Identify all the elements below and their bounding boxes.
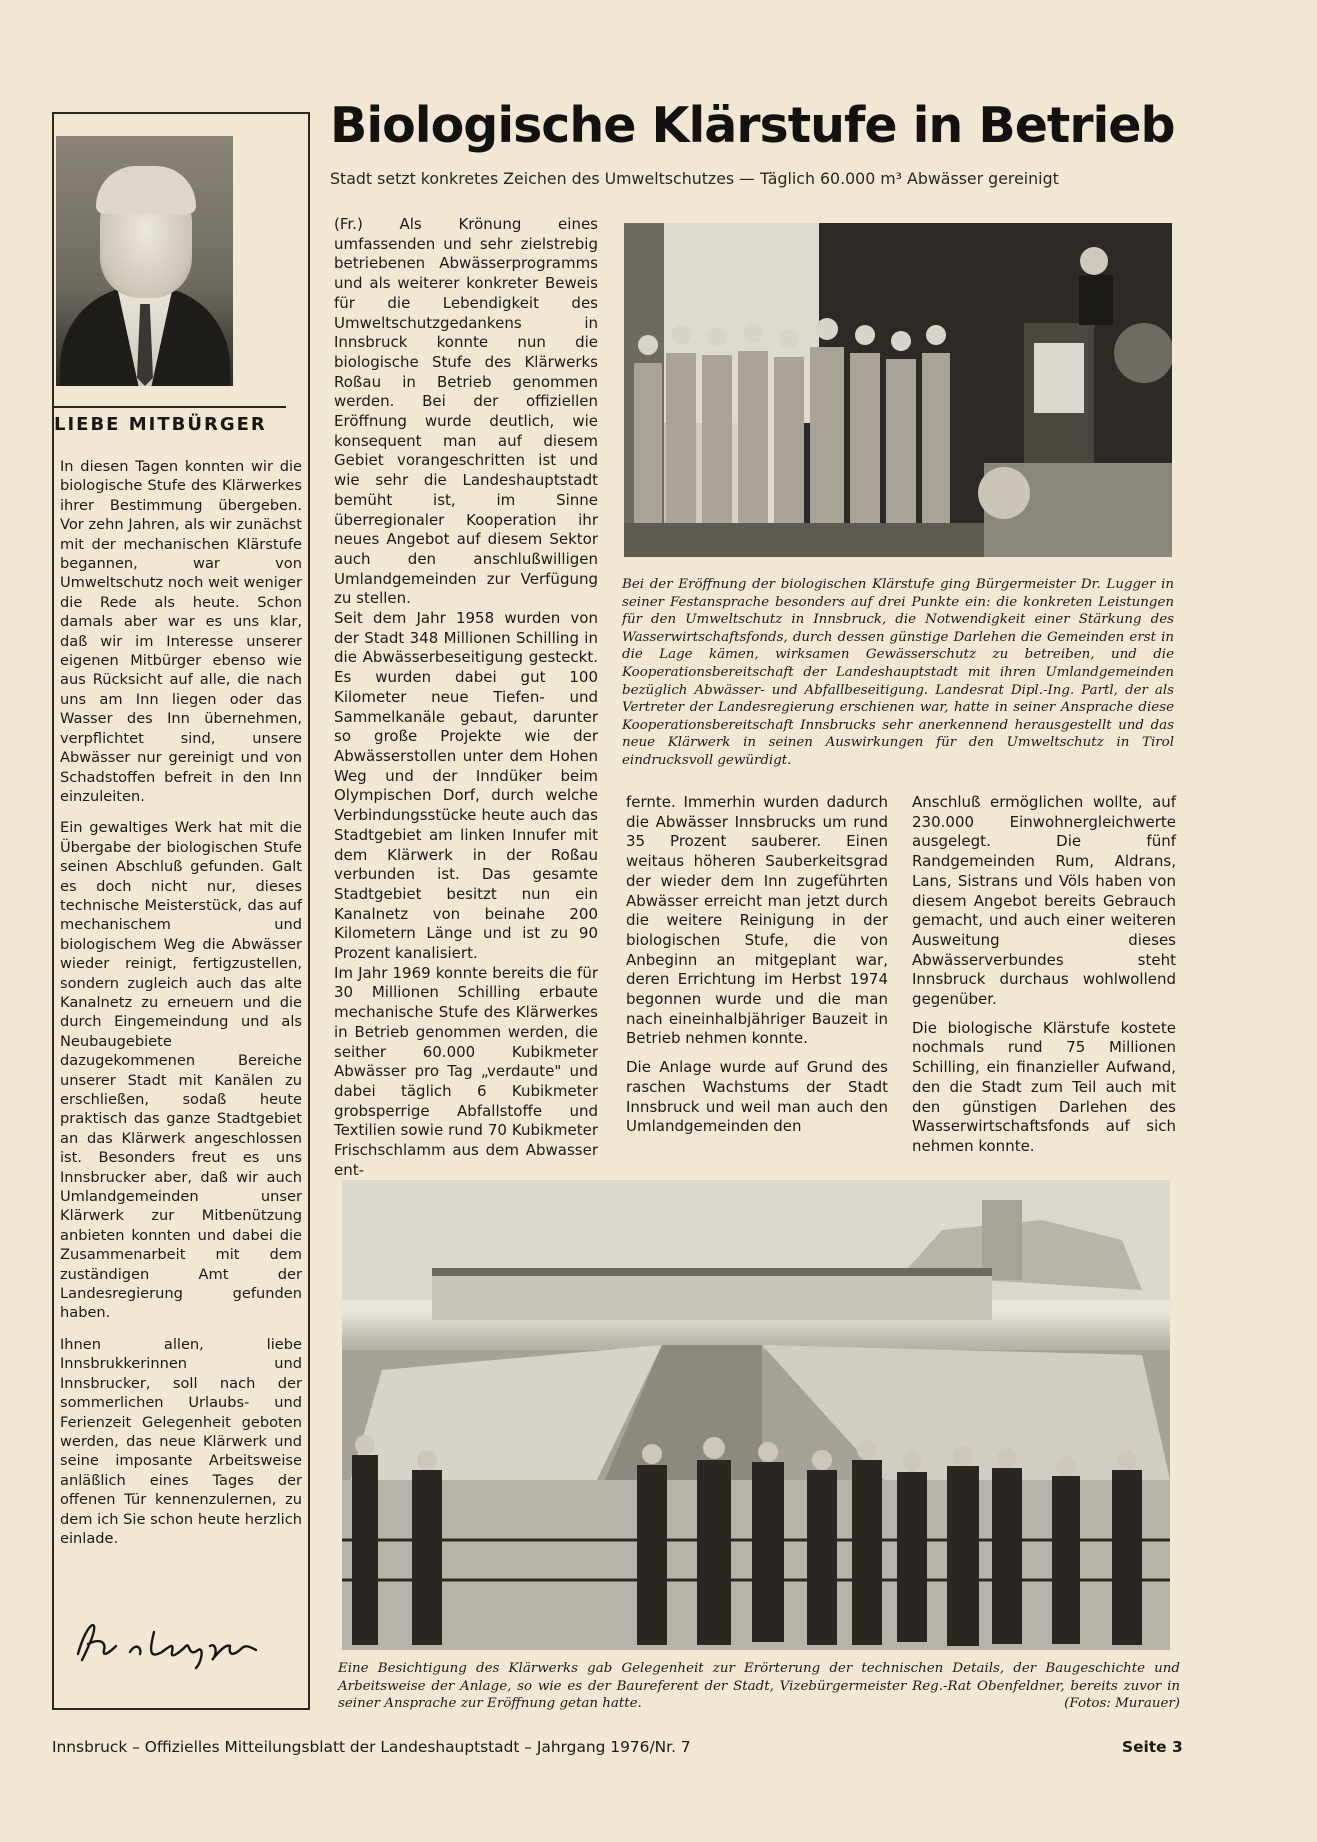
article-paragraph: Die Anlage wurde auf Grund des raschen Wachstums der Stadt Innsbruck und weil man auch den Umlandgemeinden den [626, 1058, 888, 1136]
handwritten-signature [70, 1602, 270, 1672]
opening-ceremony-photo [624, 223, 1172, 557]
article-paragraph: fernte. Immerhin wurden dadurch die Abwässer Innsbrucks um rund 35 Prozent sauberer. Einen weitaus höheren Sauberkeitsgrad der wieder dem Inn zugeführten Abwässer erreicht man jetzt durch die weitere Reinigung in der biologischen Stufe, die von Anbeginn an mitgeplant war, deren Errichtung im Herbst 1974 begonnen wurde und die man nach eineinhalbjähriger Bauzeit in Betrieb nehmen konnte. [626, 793, 888, 1048]
photo-credit: (Fotos: Murauer) [1064, 1696, 1180, 1712]
article-title: Biologische Klärstufe in Betrieb [330, 97, 1175, 154]
caption-text: Eine Besichtigung des Klärwerks gab Gelegenheit zur Erörterung der technischen Details, der Baugeschichte und Arbeitsweise der Anlage, so wie es der Baureferent der Stadt, Vizebürgermeister Reg.-Rat Obenfeldner, bereits zuvor in seiner Ansprache zur Eröffnung getan hatte. [338, 1661, 1180, 1712]
letter-paragraph: Ihnen allen, liebe Innsbrukkerinnen und Innsbrucker, soll nach der sommerlichen Urlaubs- und Ferienzeit Gelegenheit geboten werden, das neue Klärwerk und seine imposante Arbeitsweise anläßlich eines Tages der offenen Tür kennenzulernen, zu dem ich Sie schon heute herzlich einlade. [60, 1335, 302, 1547]
photo-caption-1: Bei der Eröffnung der biologischen Klärstufe ging Bürgermeister Dr. Lugger in seiner Festansprache besonders auf drei Punkte ein: die konkreten Leistungen für den Umweltschutz in Innsbruck, die Notwendigkeit einer Stärkung des Wasserwirtschaftsfonds, durch dessen günstige Darlehen die Gemeinden erst in die Lage kämen, wirksamen Gewässerschutz zu betreiben, und die Kooperationsbereitschaft der Landeshauptstadt mit ihren Umlandgemeinden bezüglich Abwässer- und Abfallbeseitigung. Landesrat Dipl.-Ing. Partl, der als Vertreter der Landesregierung erschienen war, hatte in seiner Ansprache diese Kooperationsbereitschaft Innsbrucks sehr anerkennend herausgestellt und das neue Klärwerk in seinen Auswirkungen für den Umweltschutz in Tirol eindrucksvoll gewürdigt. [622, 577, 1174, 768]
mayor-portrait-photo [56, 136, 233, 386]
page-number: Seite 3 [1122, 1738, 1183, 1756]
letter-paragraph: Ein gewaltiges Werk hat mit die Übergabe der biologischen Stufe seinen Abschluß gefunden. Galt es doch nicht nur, dieses technische Meisterstück, das auf mechanischem und biologischem Weg die Abwässer wieder reinigt, fertigzustellen, sondern zugleich auch das alte Kanalnetz zu erneuern und die durch Eingemeindung und als Neubaugebiete dazugekommenen Bereiche unserer Stadt mit Kanälen zu erschließen, sodaß heute praktisch das ganze Stadtgebiet an das Klärwerk angeschlossen ist. Besonders freut es uns Innsbrucker aber, daß wir auch Umlandgemeinden unser Klärwerk zur Mitbenützung anbieten konnten und dabei die Zusammenarbeit mit dem zuständigen Amt der Landesregierung gefunden haben. [60, 819, 302, 1322]
mayor-letter-box [52, 112, 310, 1710]
letter-heading: LIEBE MITBÜRGER [54, 406, 286, 435]
treatment-plant-tour-photo [342, 1180, 1170, 1650]
article-paragraph: Seit dem Jahr 1958 wurden von der Stadt 348 Millionen Schilling in die Abwässerbeseitigung gesteckt. Es wurden dabei gut 100 Kilometer neue Tiefen- und Sammelkanäle gebaut, darunter so große Projekte wie der Abwässerstollen unter dem Hohen Weg und der Inndüker beim Olympischen Dorf, durch welche Verbindungsstücke heute auch das Stadtgebiet am linken Innufer mit dem Klärwerk in der Roßau verbunden ist. Das gesamte Stadtgebiet besitzt nun ein Kanalnetz von beinahe 200 Kilometern Länge und ist zu 90 Prozent kanalisiert. [334, 609, 598, 963]
article-paragraph: Die biologische Klärstufe kostete nochmals rund 75 Millionen Schilling, ein finanzieller Aufwand, den die Stadt zum Teil auch mit den günstigen Darlehen des Wasserwirtschaftsfonds auf sich nehmen konnte. [912, 1018, 1176, 1155]
photo-caption-2 [338, 1660, 1180, 1713]
article-paragraph: Anschluß ermöglichen wollte, auf 230.000 Einwohnergleichwerte ausgelegt. Die fünf Randgemeinden Rum, Aldrans, Lans, Sistrans und Völs haben von diesem Angebot bereits Gebrauch gemacht, und auch einer weiteren Ausweitung dieses Abwässerverbundes steht Innsbruck durchaus wohlwollend gegenüber. [912, 793, 1176, 1009]
article-column-2 [626, 793, 888, 1137]
article-paragraph: Im Jahr 1969 konnte bereits die für 30 Millionen Schilling erbaute mechanische Stufe des Klärwerkes in Betrieb genommen werden, die seither 60.000 Kubikmeter Abwässer pro Tag „verdaute" und dabei täglich 6 Kubikmeter grobsperrige Abfallstoffe und Textilien sowie rund 70 Kubikmeter Frischschlamm aus dem Abwasser ent- [334, 963, 598, 1179]
article-column-1 [334, 215, 598, 1180]
footer-publication-line: Innsbruck – Offizielles Mitteilungsblatt der Landeshauptstadt – Jahrgang 1976/Nr. 7 [52, 1738, 691, 1756]
article-subtitle: Stadt setzt konkretes Zeichen des Umweltschutzes — Täglich 60.000 m³ Abwässer gereinigt [330, 169, 1059, 188]
article-column-3 [912, 793, 1176, 1157]
letter-paragraph: In diesen Tagen konnten wir die biologische Stufe des Klärwerkes ihrer Bestimmung übergeben. Vor zehn Jahren, als wir zunächst mit der mechanischen Klärstufe begannen, war von Umweltschutz noch weit weniger die Rede als heute. Schon damals aber war es uns klar, daß wir im Interesse unserer eigenen Mitbürger ebenso wie aus Rücksicht auf alle, die nach uns am Inn liegen oder das Wasser des Inn übernehmen, verpflichtet sind, unsere Abwässer nur gereinigt und von Schadstoffen befreit in den Inn einzuleiten. [60, 458, 302, 805]
letter-text [60, 457, 302, 1560]
article-paragraph: (Fr.) Als Krönung eines umfassenden und sehr zielstrebig betriebenen Abwässerprogramms und als weiterer konkreter Beweis für die Lebendigkeit des Umweltschutzgedankens in Innsbruck konnte nun die biologische Stufe des Klärwerks Roßau in Betrieb genommen werden. Bei der offiziellen Eröffnung wurde deutlich, wie konsequent man auf diesem Gebiet vorangeschritten ist und wie sehr die Landeshauptstadt bemüht ist, im Sinne überregionaler Kooperation ihr neues Angebot auf diesem Sektor auch den anschlußwilligen Umlandgemeinden zur Verfügung zu stellen. [334, 215, 598, 608]
